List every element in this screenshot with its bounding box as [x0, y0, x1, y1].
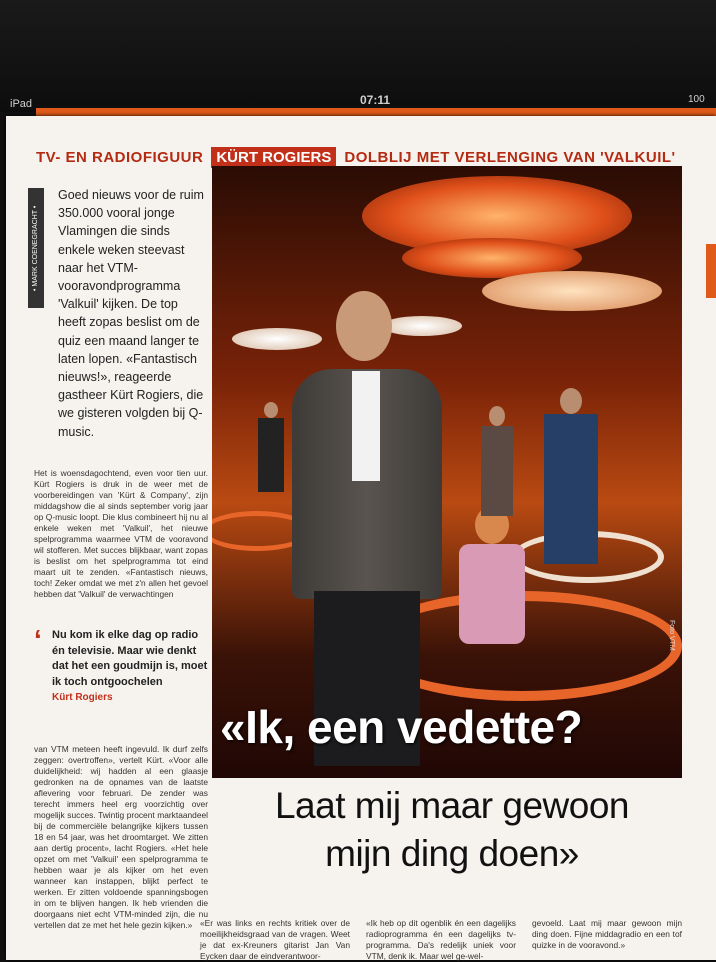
main-quote-headline: «Ik, een vedette?: [220, 701, 583, 753]
pull-quote: [34, 624, 208, 703]
kicker-left: TV- EN RADIOFIGUUR: [36, 148, 204, 166]
background-figure: [256, 402, 286, 492]
pull-quote-author: Kürt Rogiers: [52, 692, 113, 703]
host-figure: [292, 291, 442, 766]
device-label: iPad: [10, 98, 33, 110]
sub-headline: [212, 782, 692, 878]
studio-photo: [212, 166, 682, 778]
next-page-tab[interactable]: [706, 244, 716, 298]
intro-paragraph: Goed nieuws voor de ruim 350.000 vooral jonge Vlamingen die sinds enkele weken steevast naar het VTM-vooravondprogramma 'Valkuil' kijken. De top heeft zopas beslist om de quiz een maand langer te laten lopen. «Fantastisch nieuws!», reageerde gastheer Kürt Rogiers, die we gisteren volgden bij Q-music.: [58, 188, 204, 439]
column-2: «Ik heb op dit ogenblik én een dagelijks radioprogramma én een dagelijks tv-programma. Da's redelijk uniek voor VTM, denk ik. Maar wel ge-wel-: [366, 918, 516, 961]
body-text-2: van VTM meteen heeft ingevuld. Ik durf zelfs zeggen: overtroffen», vertelt Kürt. «Voor alle duidelijkheid: wij hadden al een glaasje gedronken na de opnames van de laatste aflevering voor februari. De zender was terecht immers heel erg voorzichtig over mogelijk succes. Twintig procent marktaandeel bij de commerciële belangrijke kijkers tussen 18 en 54 jaar, was het droomtarget. We zitten aan dertig procent», lacht Rogiers. «Het hele opzet om met 'Valkuil' een spelprogramma te hebben waar je als kijker om het even wanneer kan instappen, blijkt perfect te werken. Er zitten voldoende spanningsbogen in om te blijven hangen. Ik heb vrienden die doorgaans niet echt VTM-minded zijn, die nu vertellen dat ze met het hele gezin kijken.»: [34, 744, 208, 930]
kicker-right: DOLBLIJ MET VERLENGING VAN 'VALKUIL': [344, 148, 676, 166]
ios-status-bar: [0, 0, 716, 112]
background-figure: [477, 406, 517, 516]
author-byline: • MARK COENEGRACHT •: [28, 188, 44, 308]
background-figure: [532, 388, 612, 568]
battery-level: 100: [688, 94, 705, 105]
photo-credit: Foto VTM: [668, 620, 675, 651]
ceiling-lamp: [482, 271, 662, 311]
quote-mark-icon: ‘: [34, 624, 42, 655]
sub-headline-line-2: mijn ding doen»: [325, 833, 579, 874]
clock: 07:11: [360, 93, 391, 107]
sub-headline-line-1: Laat mij maar gewoon: [274, 785, 630, 826]
pull-quote-text: Nu kom ik elke dag op radio én televisie. Maar wie denkt dat het een goudmijn is, moet ik toch ontgoochelen: [52, 629, 208, 688]
body-text-1: Het is woensdagochtend, even voor tien uur. Kürt Rogiers is druk in de weer met de voorbereidingen van 'Kürt & Company', zijn middagshow die al sinds september vorig jaar op Q-music loopt. Die klus combineert hij nu al enkele weken met 'Valkuil', het nieuwe spelprogramma waarmee VTM de vooravond wil stofferen. Met succes blijkbaar, want zopas is beslist om het spelprogramma tot eind maart uit te zenden. «Fantastisch nieuws, toch! Zeker omdat we met z'n allen het gevoel hebben dat 'Valkuil' de verwachtingen: [34, 468, 208, 599]
kicker-name-box: KÜRT ROGIERS: [211, 147, 336, 168]
column-3: gevoeld. Laat mij maar gewoon mijn ding doen. Fijne middagradio en een tof quizke in de vooravond.»: [532, 918, 682, 950]
column-1: «Er was links en rechts kritiek over de moeilijkheidsgraad van de vragen. Weet je dat ex-Kreuners gitarist Jan Van Eycken daar de eindverantwoor-: [200, 918, 350, 961]
